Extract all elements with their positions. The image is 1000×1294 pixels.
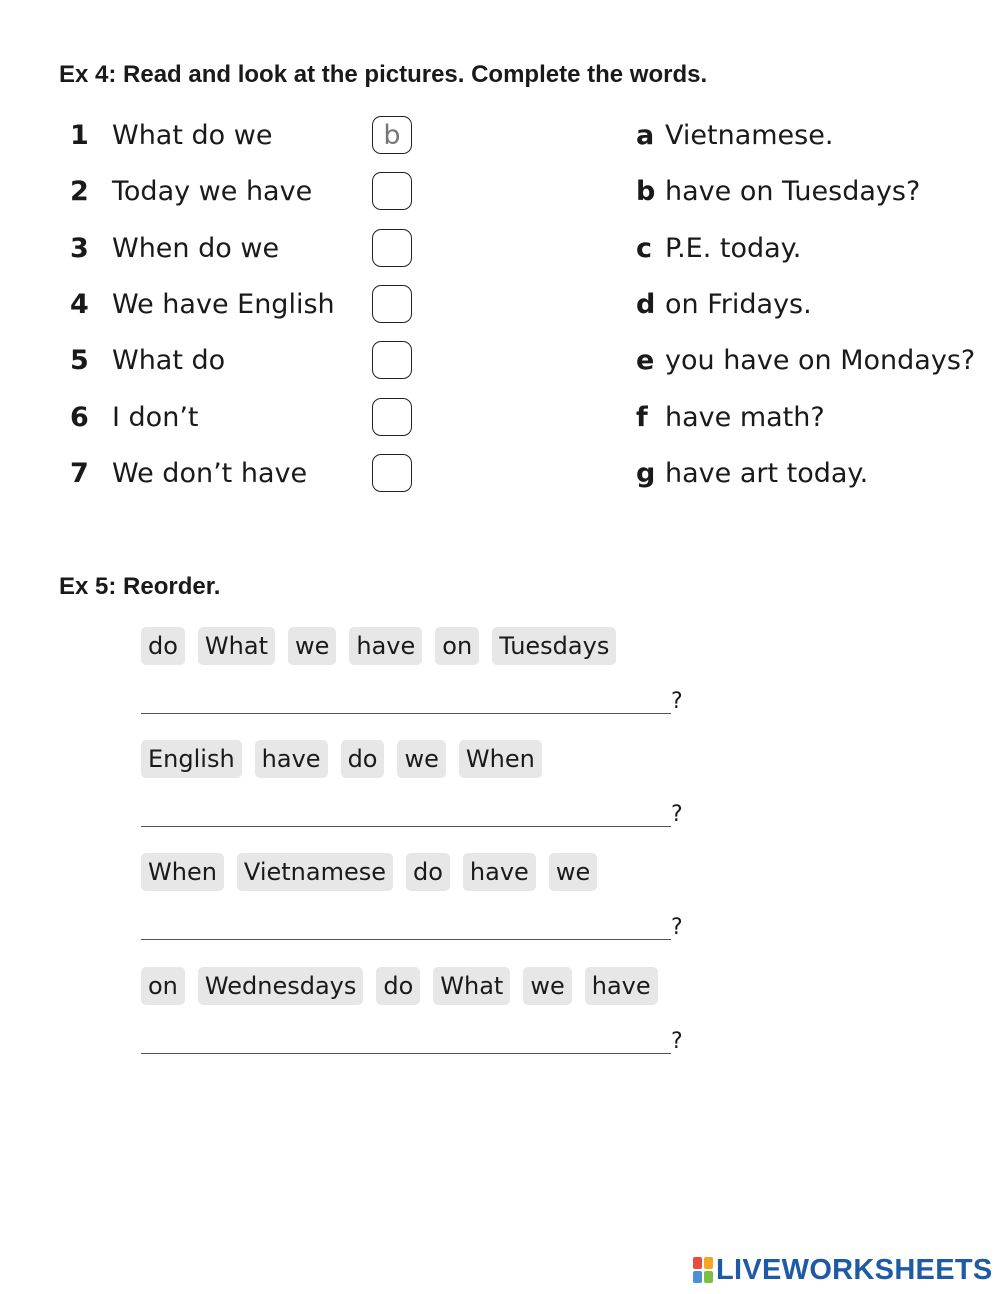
- logo-square-blue: [693, 1271, 702, 1283]
- item-number: 7: [70, 458, 89, 489]
- word-chip[interactable]: When: [459, 740, 542, 778]
- sentence-ending: you have on Mondays?: [665, 345, 976, 376]
- sentence-start: We don’t have: [112, 458, 308, 489]
- logo-square-orange: [704, 1257, 713, 1269]
- option-letter: c: [636, 233, 653, 264]
- answer-box-2[interactable]: [372, 172, 412, 210]
- sentence-ending: Vietnamese.: [665, 120, 834, 151]
- answer-box-5[interactable]: [372, 341, 412, 379]
- ex4-heading: Ex 4: Read and look at the pictures. Complete the words.: [59, 61, 708, 88]
- answer-line-2[interactable]: [141, 799, 671, 827]
- item-number: 5: [70, 345, 89, 376]
- option-letter: a: [636, 120, 655, 151]
- word-bank-2: [141, 740, 555, 778]
- word-chip[interactable]: have: [349, 627, 422, 665]
- liveworksheets-logo-icon: [693, 1257, 713, 1283]
- sentence-ending: have math?: [665, 402, 825, 433]
- answer-line-3[interactable]: [141, 912, 671, 940]
- sentence-start: When do we: [112, 233, 280, 264]
- option-letter: e: [636, 345, 655, 376]
- word-chip[interactable]: When: [141, 853, 224, 891]
- sentence-start: What do: [112, 345, 226, 376]
- option-letter: b: [636, 176, 656, 207]
- sentence-ending: have on Tuesdays?: [665, 176, 921, 207]
- match-row-1: [0, 116, 1000, 156]
- word-chip[interactable]: What: [433, 967, 510, 1005]
- word-bank-3: [141, 853, 610, 891]
- item-number: 1: [70, 120, 89, 151]
- word-chip[interactable]: we: [288, 627, 336, 665]
- match-row-7: [0, 454, 1000, 494]
- word-chip[interactable]: do: [376, 967, 420, 1005]
- match-row-5: [0, 341, 1000, 381]
- question-mark: ?: [671, 689, 683, 714]
- word-chip[interactable]: What: [198, 627, 275, 665]
- question-mark: ?: [671, 1029, 683, 1054]
- word-chip[interactable]: on: [141, 967, 185, 1005]
- logo-square-green: [704, 1271, 713, 1283]
- word-chip[interactable]: have: [255, 740, 328, 778]
- logo-square-red: [693, 1257, 702, 1269]
- logo-text: LIVEWORKSHEETS: [716, 1253, 993, 1286]
- question-mark: ?: [671, 802, 683, 827]
- option-letter: f: [636, 402, 648, 433]
- match-row-6: [0, 398, 1000, 438]
- word-chip[interactable]: on: [435, 627, 479, 665]
- word-chip[interactable]: we: [549, 853, 597, 891]
- word-chip[interactable]: have: [463, 853, 536, 891]
- answer-box-3[interactable]: [372, 229, 412, 267]
- answer-box-7[interactable]: [372, 454, 412, 492]
- sentence-start: Today we have: [112, 176, 313, 207]
- item-number: 4: [70, 289, 89, 320]
- answer-box-4[interactable]: [372, 285, 412, 323]
- sentence-start: What do we: [112, 120, 273, 151]
- word-chip[interactable]: Tuesdays: [492, 627, 616, 665]
- sentence-ending: have art today.: [665, 458, 869, 489]
- sentence-start: I don’t: [112, 402, 199, 433]
- word-chip[interactable]: Wednesdays: [198, 967, 363, 1005]
- ex5-heading: Ex 5: Reorder.: [59, 573, 221, 600]
- item-number: 6: [70, 402, 89, 433]
- match-row-4: [0, 285, 1000, 325]
- sentence-ending: P.E. today.: [665, 233, 802, 264]
- liveworksheets-logo: [693, 1252, 993, 1288]
- answer-box-1[interactable]: b: [372, 116, 412, 154]
- answer-line-1[interactable]: [141, 686, 671, 714]
- sentence-ending: on Fridays.: [665, 289, 812, 320]
- match-row-2: [0, 172, 1000, 212]
- option-letter: g: [636, 458, 656, 489]
- word-chip[interactable]: do: [141, 627, 185, 665]
- sentence-start: We have English: [112, 289, 335, 320]
- item-number: 3: [70, 233, 89, 264]
- word-chip[interactable]: do: [341, 740, 385, 778]
- answer-line-4[interactable]: [141, 1026, 671, 1054]
- word-chip[interactable]: have: [585, 967, 658, 1005]
- question-mark: ?: [671, 915, 683, 940]
- word-chip[interactable]: do: [406, 853, 450, 891]
- word-chip[interactable]: Vietnamese: [237, 853, 393, 891]
- word-chip[interactable]: we: [523, 967, 571, 1005]
- item-number: 2: [70, 176, 89, 207]
- word-chip[interactable]: English: [141, 740, 242, 778]
- match-row-3: [0, 229, 1000, 269]
- option-letter: d: [636, 289, 656, 320]
- word-bank-4: [141, 967, 671, 1005]
- word-chip[interactable]: we: [397, 740, 445, 778]
- word-bank-1: [141, 627, 629, 665]
- answer-box-6[interactable]: [372, 398, 412, 436]
